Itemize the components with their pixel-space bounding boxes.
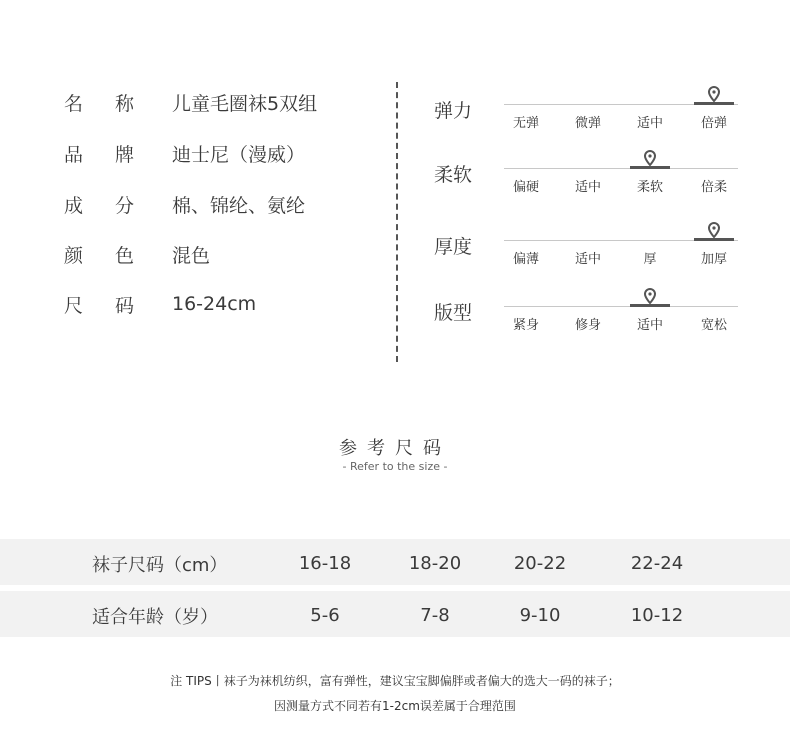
location-pin-icon xyxy=(643,150,657,166)
attribute-option: 偏硬 xyxy=(512,180,539,195)
attribute-softness xyxy=(434,152,744,212)
spec-value: 迪士尼（漫威） xyxy=(172,143,306,166)
selected-bar xyxy=(694,238,734,241)
attribute-option: 加厚 xyxy=(700,252,727,267)
attribute-label: 版型 xyxy=(434,302,473,324)
size-row-label: 适合年龄（岁） xyxy=(92,607,218,628)
selected-bar xyxy=(694,102,734,105)
spec-row-material xyxy=(64,184,394,224)
attribute-elasticity xyxy=(434,88,744,148)
size-section-title: 参考尺码 xyxy=(339,438,451,459)
size-section-subtitle: - Refer to the size - xyxy=(342,460,448,473)
attribute-option: 紧身 xyxy=(512,318,539,333)
size-cell: 7-8 xyxy=(420,605,450,626)
size-cell: 18-20 xyxy=(408,553,462,574)
attribute-option: 柔软 xyxy=(636,180,663,195)
attribute-label: 厚度 xyxy=(434,236,473,258)
attribute-option: 倍柔 xyxy=(700,180,727,195)
spec-row-name xyxy=(64,82,394,122)
spec-row-size xyxy=(64,284,394,324)
attribute-option: 偏薄 xyxy=(512,252,539,267)
size-row-age xyxy=(0,591,790,637)
location-pin-icon xyxy=(643,288,657,304)
tips-note: 注 TIPS丨袜子为袜机纺织，富有弹性，建议宝宝脚偏胖或者偏大的选大一码的袜子； xyxy=(170,674,620,688)
attribute-fit xyxy=(434,290,744,350)
attribute-label: 弹力 xyxy=(434,100,473,122)
attribute-label: 柔软 xyxy=(434,164,473,186)
attribute-option: 微弹 xyxy=(574,116,601,131)
size-cell: 16-18 xyxy=(298,553,352,574)
size-cell: 9-10 xyxy=(519,605,561,626)
attribute-option: 倍弹 xyxy=(700,116,727,131)
tips-note-measurement: 因测量方式不同若有1-2cm误差属于合理范围 xyxy=(274,699,516,713)
spec-key: 成分 xyxy=(64,194,167,217)
attribute-thickness xyxy=(434,224,744,284)
spec-key: 品牌 xyxy=(64,143,167,166)
attribute-option: 适中 xyxy=(636,318,663,333)
size-row-label: 袜子尺码（cm） xyxy=(92,555,228,576)
attribute-option: 修身 xyxy=(574,318,601,333)
attribute-option: 适中 xyxy=(574,180,601,195)
attribute-scale-line xyxy=(504,168,738,169)
selected-bar xyxy=(630,304,670,307)
spec-row-color xyxy=(64,234,394,274)
location-pin-icon xyxy=(707,86,721,102)
spec-key: 颜色 xyxy=(64,244,167,267)
location-pin-icon xyxy=(707,222,721,238)
size-cell: 22-24 xyxy=(630,553,684,574)
spec-value: 棉、锦纶、氨纶 xyxy=(172,194,306,217)
dashed-divider xyxy=(396,82,398,362)
spec-value: 儿童毛圈袜5双组 xyxy=(172,92,318,115)
attribute-scale-line xyxy=(504,306,738,307)
spec-value: 混色 xyxy=(172,244,211,267)
spec-value: 16-24cm xyxy=(172,293,257,315)
size-cell: 20-22 xyxy=(513,553,567,574)
size-cell: 10-12 xyxy=(630,605,684,626)
size-row-sock-size xyxy=(0,539,790,585)
size-cell: 5-6 xyxy=(310,605,340,626)
spec-key: 名称 xyxy=(64,92,167,115)
selected-bar xyxy=(630,166,670,169)
spec-key: 尺码 xyxy=(64,294,167,317)
spec-row-brand xyxy=(64,133,394,173)
attribute-option: 厚 xyxy=(643,252,657,267)
attribute-option: 适中 xyxy=(636,116,663,131)
attribute-option: 适中 xyxy=(574,252,601,267)
attribute-option: 宽松 xyxy=(700,318,727,333)
attribute-option: 无弹 xyxy=(512,116,539,131)
